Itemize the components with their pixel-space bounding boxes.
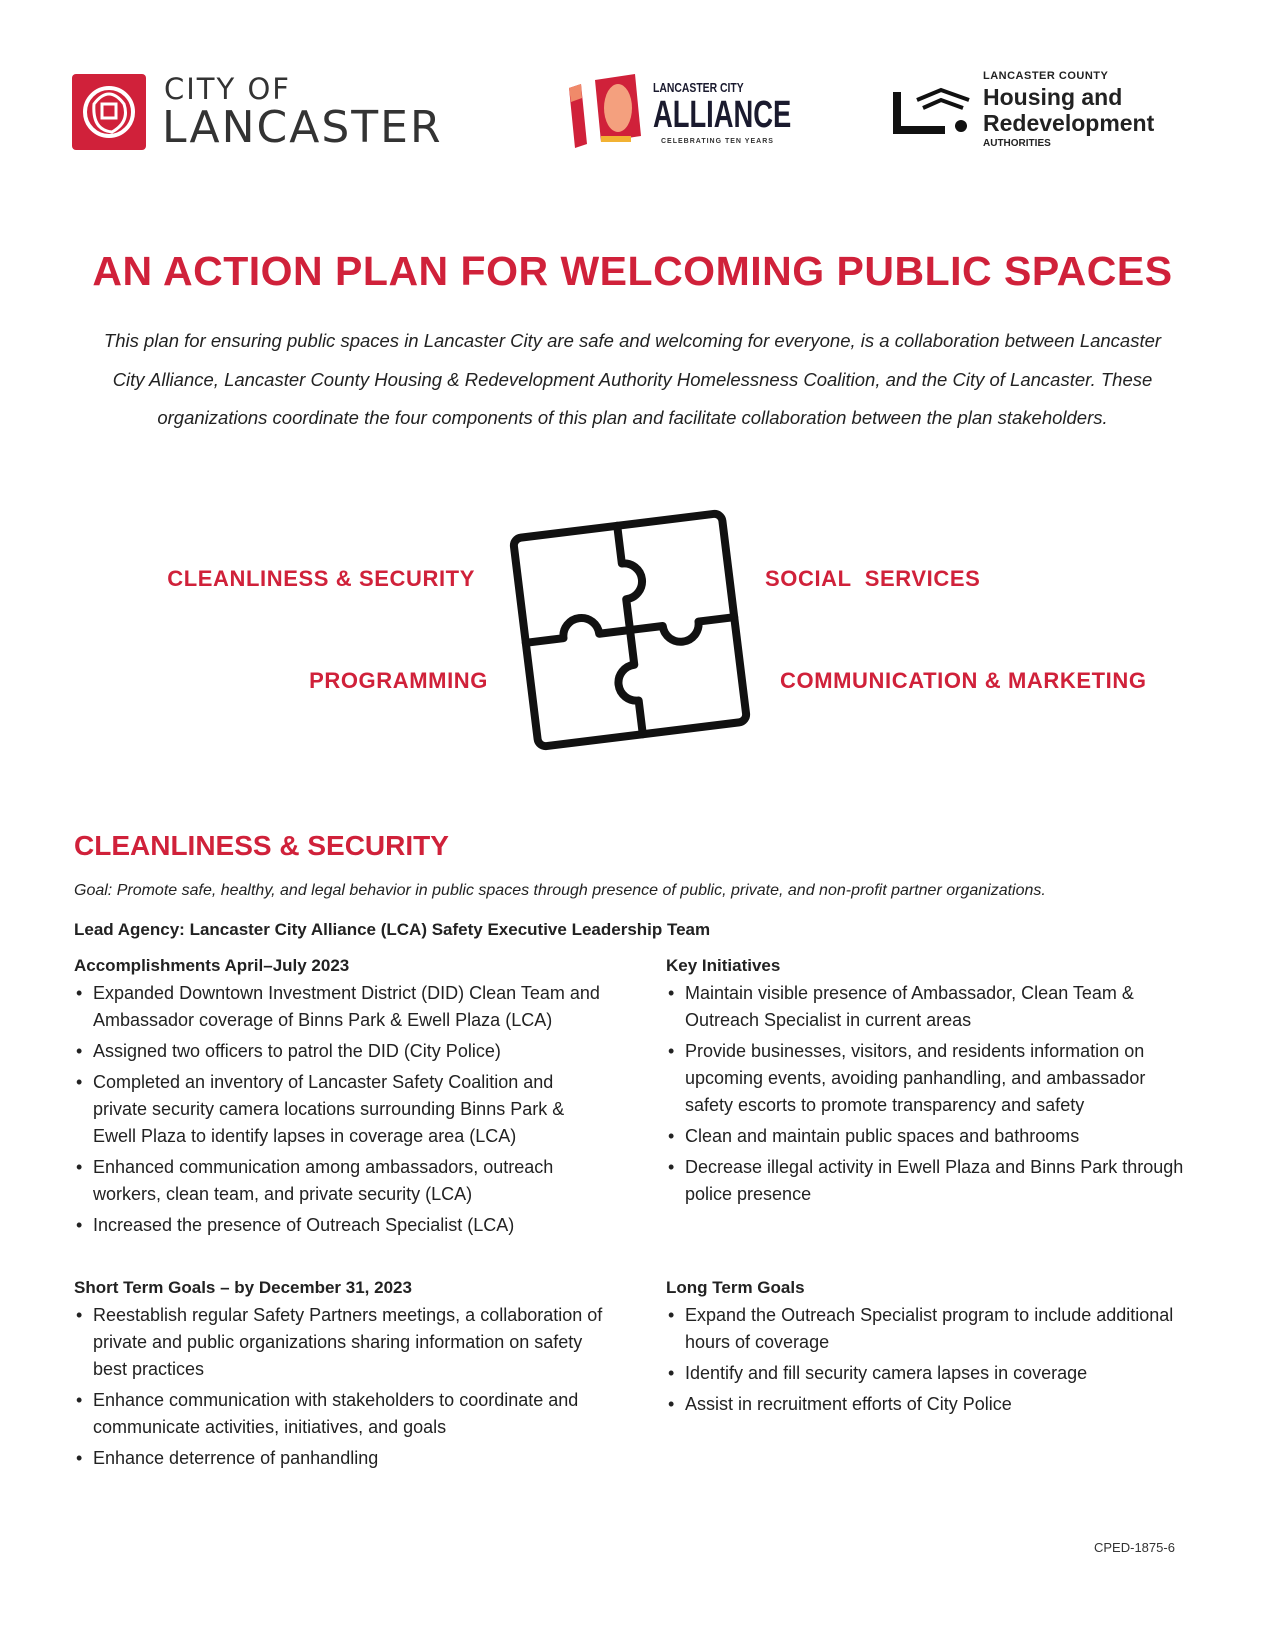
key-initiatives-heading: Key Initiatives bbox=[666, 956, 781, 975]
list-item: • Completed an inventory of Lancaster Safety Coalition and private security camera locations surrounding Binns Park & Ewell Plaza to identify lapses in coverage area (LCA) bbox=[74, 1069, 604, 1150]
document-code: CPED-1875-6 bbox=[1094, 1540, 1175, 1555]
list-item: • Provide businesses, visitors, and residents information on upcoming events, avoiding panhandling, and ambassador safety escorts to promote transparency and safety bbox=[666, 1038, 1196, 1119]
alliance-sub: CELEBRATING TEN YEARS bbox=[661, 138, 774, 145]
housing-top: LANCASTER COUNTY bbox=[983, 70, 1109, 82]
logo-line2: LANCASTER bbox=[162, 102, 443, 153]
component-communication-marketing: COMMUNICATION & MARKETING bbox=[780, 668, 1147, 693]
list-item: • Maintain visible presence of Ambassador, Clean Team & Outreach Specialist in current areas bbox=[666, 980, 1196, 1034]
alliance-main: ALLIANCE bbox=[653, 94, 792, 136]
list-item: • Decrease illegal activity in Ewell Plaza and Binns Park through police presence bbox=[666, 1154, 1196, 1208]
puzzle-icon bbox=[505, 505, 755, 755]
list-item: • Identify and fill security camera lapses in coverage bbox=[666, 1360, 1196, 1387]
component-social-services: SOCIAL SERVICES bbox=[765, 566, 981, 591]
intro-text: This plan for ensuring public spaces in Lancaster City are safe and welcoming for everyone, is a collaboration between Lancaster City Alliance, Lancaster County Housing & Redevelopment Authority Homelessness Coalition, and the City of Lancaster. These organizations coordinate the four components of this plan and facilitate collaboration between the plan stakeholders. bbox=[103, 330, 1162, 428]
list-item: • Reestablish regular Safety Partners meetings, a collaboration of private and public organizations sharing information on safety best practices bbox=[74, 1302, 604, 1383]
alliance-top: LANCASTER CITY bbox=[653, 80, 744, 95]
housing-line2: Redevelopment bbox=[983, 110, 1155, 136]
accomplishments-heading: Accomplishments April–July 2023 bbox=[74, 956, 350, 975]
list-item: • Clean and maintain public spaces and bathrooms bbox=[666, 1123, 1196, 1150]
lancaster-city-alliance-logo bbox=[565, 74, 792, 150]
logo-line1: CITY OF bbox=[164, 72, 291, 106]
list-item: • Enhance deterrence of panhandling bbox=[74, 1445, 604, 1472]
short-term-goals bbox=[74, 1278, 604, 1476]
housing-authority-logo bbox=[893, 68, 1193, 152]
lead-agency: Lead Agency: Lancaster City Alliance (LCA) Safety Executive Leadership Team bbox=[74, 920, 711, 939]
housing-line1: Housing and bbox=[983, 84, 1123, 110]
section-goal: Goal: Promote safe, healthy, and legal behavior in public spaces through presence of public, private, and non-profit partner organizations. bbox=[74, 882, 1046, 899]
ten-years-icon bbox=[565, 74, 645, 150]
list-item: • Assigned two officers to patrol the DID (City Police) bbox=[74, 1038, 604, 1065]
page-title: AN ACTION PLAN FOR WELCOMING PUBLIC SPACES bbox=[92, 248, 1173, 294]
city-of-lancaster-logo bbox=[72, 72, 452, 152]
list-item: • Assist in recruitment efforts of City Police bbox=[666, 1391, 1196, 1418]
house-icon bbox=[893, 86, 973, 136]
long-term-goals bbox=[666, 1278, 1196, 1422]
section-heading: CLEANLINESS & SECURITY bbox=[74, 830, 449, 861]
list-item: • Enhanced communication among ambassadors, outreach workers, clean team, and private security (LCA) bbox=[74, 1154, 604, 1208]
rose-icon bbox=[72, 74, 146, 150]
list-item: • Expand the Outreach Specialist program to include additional hours of coverage bbox=[666, 1302, 1196, 1356]
list-item: • Increased the presence of Outreach Specialist (LCA) bbox=[74, 1212, 604, 1239]
component-programming: PROGRAMMING bbox=[309, 668, 488, 693]
component-cleanliness-security: CLEANLINESS & SECURITY bbox=[167, 566, 475, 591]
list-item: • Expanded Downtown Investment District (DID) Clean Team and Ambassador coverage of Binns Park & Ewell Plaza (LCA) bbox=[74, 980, 604, 1034]
long-term-heading: Long Term Goals bbox=[666, 1278, 805, 1297]
housing-bottom: AUTHORITIES bbox=[983, 138, 1051, 149]
key-initiatives bbox=[666, 956, 1196, 1212]
accomplishments bbox=[74, 956, 604, 1243]
list-item: • Enhance communication with stakeholders to coordinate and communicate activities, initiatives, and goals bbox=[74, 1387, 604, 1441]
short-term-heading: Short Term Goals – by December 31, 2023 bbox=[74, 1278, 412, 1297]
